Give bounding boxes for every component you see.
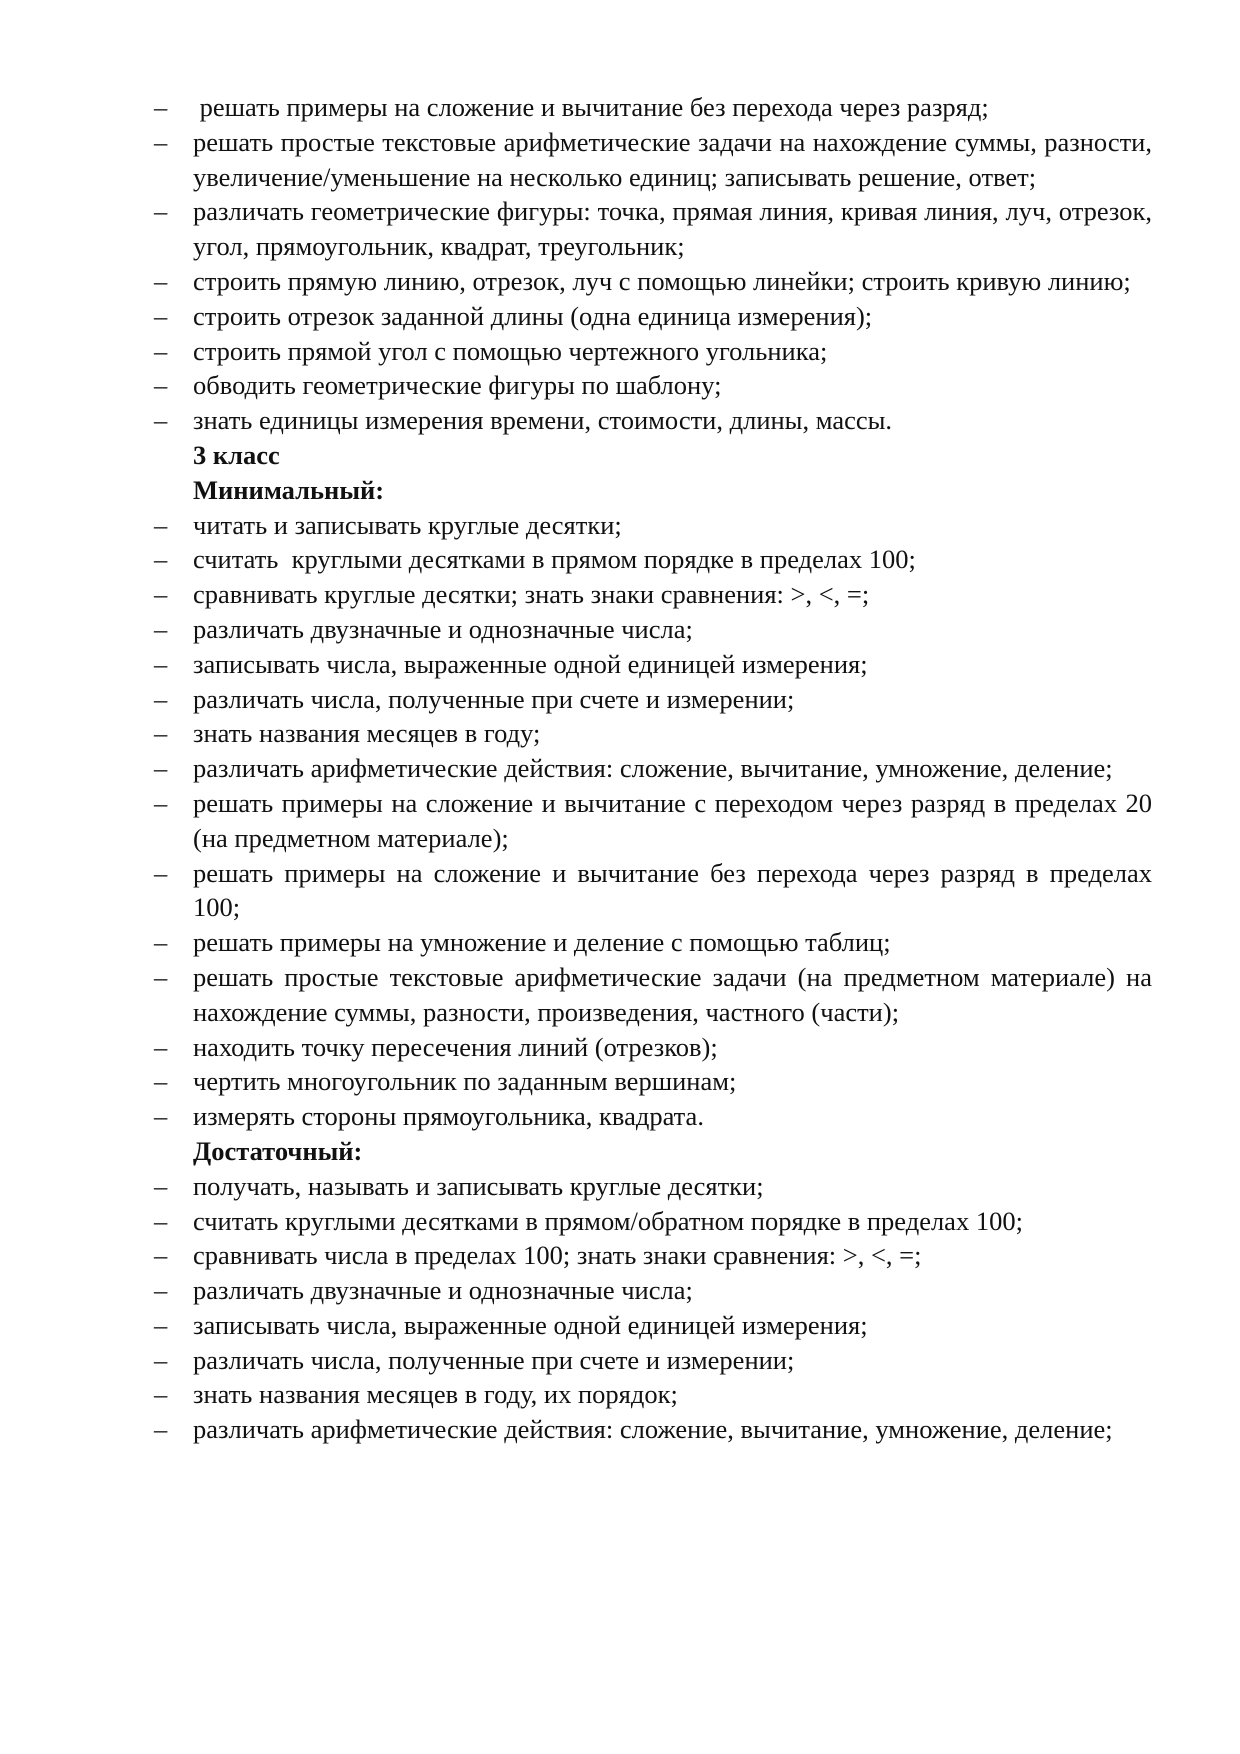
- list-item-text: строить отрезок заданной длины (одна единица измерения);: [193, 300, 873, 331]
- list-item-text: различать двузначные и однозначные числа;: [193, 1275, 693, 1306]
- list-item-text: обводить геометрические фигуры по шаблону;: [193, 370, 722, 401]
- list-item: [152, 1308, 1152, 1343]
- list-item-text: измерять стороны прямоугольника, квадрата.: [193, 1101, 704, 1132]
- document-body: [152, 90, 1152, 1447]
- list-item: [152, 1064, 1152, 1099]
- list-item: [152, 751, 1152, 786]
- dash-bullet: –: [154, 787, 168, 818]
- list-item-text: сравнивать числа в пределах 100; знать знаки сравнения: >, <, =;: [193, 1240, 922, 1271]
- dash-bullet: –: [154, 927, 168, 958]
- sufficient-level-heading: Достаточный:: [193, 1135, 363, 1166]
- dash-bullet: –: [154, 1031, 168, 1062]
- list-item: [152, 334, 1152, 369]
- list-item: [152, 1204, 1152, 1239]
- list-item: [152, 1099, 1152, 1134]
- list-item-text: знать названия месяцев в году, их порядок;: [193, 1379, 678, 1410]
- list-item: [152, 1412, 1152, 1447]
- list-item: [152, 577, 1152, 612]
- list-item-text: сравнивать круглые десятки; знать знаки сравнения: >, <, =;: [193, 579, 870, 610]
- dash-bullet: –: [154, 405, 168, 436]
- list-item-text: различать арифметические действия: сложение, вычитание, умножение, деление;: [193, 1414, 1113, 1445]
- list-item-text: чертить многоугольник по заданным вершинам;: [193, 1066, 737, 1097]
- dash-bullet: –: [154, 753, 168, 784]
- dash-bullet: –: [154, 613, 168, 644]
- list-item: [152, 1343, 1152, 1378]
- dash-bullet: –: [154, 544, 168, 575]
- dash-bullet: –: [154, 126, 168, 157]
- dash-bullet: –: [154, 648, 168, 679]
- list-item: [152, 612, 1152, 647]
- list-item: [152, 960, 1152, 1030]
- list-item-text: строить прямой угол с помощью чертежного угольника;: [193, 335, 828, 366]
- list-item-text: решать простые текстовые арифметические задачи (на предметном материале) на нахождение суммы, разности, произведения, частного (части);: [193, 961, 1152, 1027]
- list-item: [152, 542, 1152, 577]
- dash-bullet: –: [154, 196, 168, 227]
- list-item-text: решать простые текстовые арифметические задачи на нахождение суммы, разности, увеличение/уменьшение на несколько единиц; записывать решение, ответ;: [193, 126, 1152, 192]
- dash-bullet: –: [154, 1205, 168, 1236]
- dash-bullet: –: [154, 1309, 168, 1340]
- dash-bullet: –: [154, 1379, 168, 1410]
- list-item: [152, 1377, 1152, 1412]
- list-item: [152, 403, 1152, 438]
- list-item-text: решать примеры на сложение и вычитание без перехода через разряд;: [193, 92, 989, 122]
- dash-bullet: –: [154, 335, 168, 366]
- list-item-text: решать примеры на умножение и деление с помощью таблиц;: [193, 927, 891, 958]
- list-item-text: различать арифметические действия: сложение, вычитание, умножение, деление;: [193, 753, 1113, 784]
- list-item: [152, 508, 1152, 543]
- list-item: [152, 925, 1152, 960]
- dash-bullet: –: [154, 300, 168, 331]
- list-item: [152, 299, 1152, 334]
- list-item: [152, 1238, 1152, 1273]
- list-item: [152, 856, 1152, 926]
- list-item-text: считать круглыми десятками в прямом порядке в пределах 100;: [193, 544, 916, 575]
- list-item-text: читать и записывать круглые десятки;: [193, 509, 622, 540]
- dash-bullet: –: [154, 1275, 168, 1306]
- list-item-text: различать числа, полученные при счете и измерении;: [193, 683, 795, 714]
- dash-bullet: –: [154, 1344, 168, 1375]
- dash-bullet: –: [154, 683, 168, 714]
- dash-bullet: –: [154, 1170, 168, 1201]
- list-item: [152, 194, 1152, 264]
- dash-bullet: –: [154, 265, 168, 296]
- dash-bullet: –: [154, 579, 168, 610]
- dash-bullet: –: [154, 857, 168, 888]
- list-item-text: различать геометрические фигуры: точка, прямая линия, кривая линия, луч, отрезок, угол, прямоугольник, квадрат, треугольник;: [193, 196, 1152, 262]
- list-item-text: записывать числа, выраженные одной единицей измерения;: [193, 648, 868, 679]
- minimal-level-heading: Минимальный:: [193, 474, 385, 505]
- dash-bullet: –: [154, 961, 168, 992]
- dash-bullet: –: [154, 92, 168, 122]
- list-item: [152, 125, 1152, 195]
- list-item-text: знать названия месяцев в году;: [193, 718, 541, 749]
- dash-bullet: –: [154, 370, 168, 401]
- list-item: [152, 716, 1152, 751]
- list-item-text: находить точку пересечения линий (отрезков);: [193, 1031, 718, 1062]
- list-item: [152, 1273, 1152, 1308]
- dash-bullet: –: [154, 1240, 168, 1271]
- list-item-text: записывать числа, выраженные одной единицей измерения;: [193, 1309, 868, 1340]
- list-item-text: строить прямую линию, отрезок, луч с помощью линейки; строить кривую линию;: [193, 265, 1131, 296]
- dash-bullet: –: [154, 1101, 168, 1132]
- grade-heading: 3 класс: [193, 439, 280, 470]
- list-item: [152, 90, 1152, 125]
- list-item-text: считать круглыми десятками в прямом/обратном порядке в пределах 100;: [193, 1205, 1023, 1236]
- dash-bullet: –: [154, 718, 168, 749]
- list-item-text: различать двузначные и однозначные числа;: [193, 613, 693, 644]
- list-item: [152, 1030, 1152, 1065]
- dash-bullet: –: [154, 1414, 168, 1445]
- dash-bullet: –: [154, 1066, 168, 1097]
- list-item: [152, 1169, 1152, 1204]
- list-item-text: решать примеры на сложение и вычитание без перехода через разряд в пределах 100;: [193, 857, 1152, 923]
- list-item: [152, 786, 1152, 856]
- list-item-text: знать единицы измерения времени, стоимости, длины, массы.: [193, 405, 893, 436]
- list-item-text: получать, называть и записывать круглые десятки;: [193, 1170, 764, 1201]
- list-item-text: различать числа, полученные при счете и измерении;: [193, 1344, 795, 1375]
- list-item: [152, 264, 1152, 299]
- list-item: [152, 682, 1152, 717]
- list-item: [152, 647, 1152, 682]
- list-item: [152, 368, 1152, 403]
- list-item-text: решать примеры на сложение и вычитание с переходом через разряд в пределах 20 (на предметном материале);: [193, 787, 1152, 853]
- dash-bullet: –: [154, 509, 168, 540]
